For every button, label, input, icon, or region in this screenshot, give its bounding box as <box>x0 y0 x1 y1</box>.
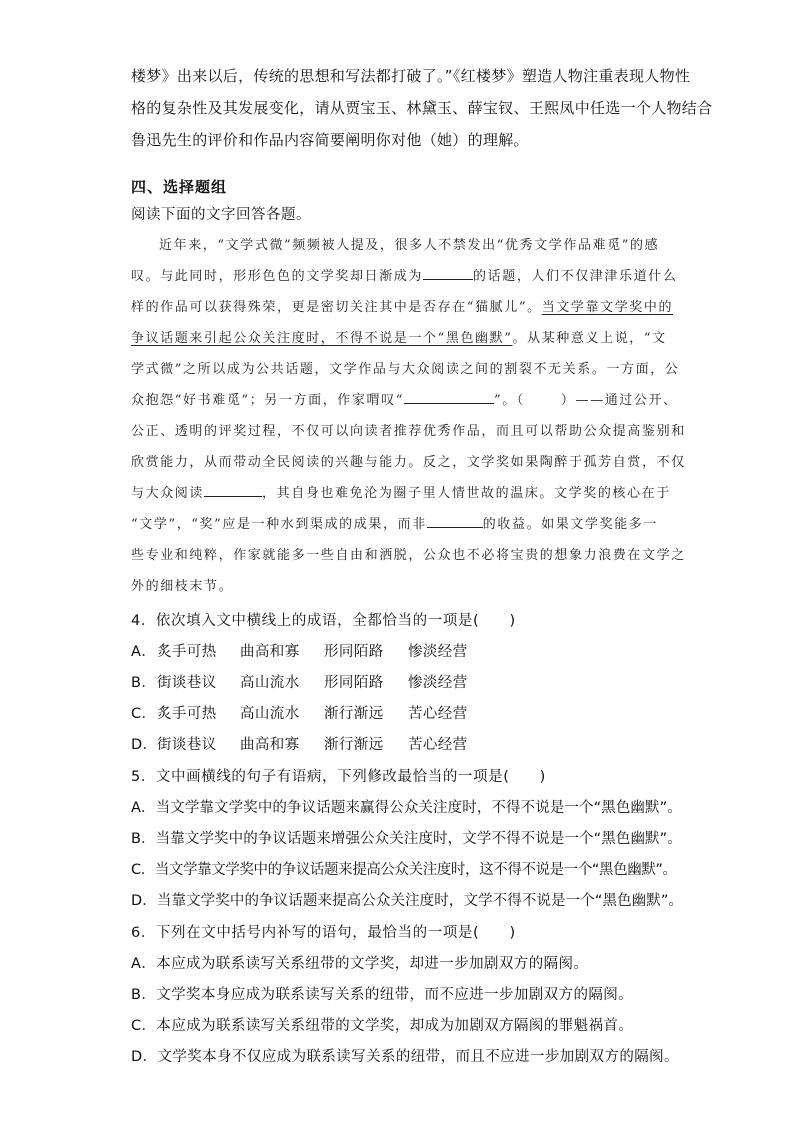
fill-blank-4 <box>427 515 483 528</box>
question-4-option-d[interactable] <box>131 733 468 754</box>
intro-line-1: 楼梦》出来以后，传统的思想和写法都打破了。”《红楼梦》塑造人物注重表现人物性 <box>131 67 691 85</box>
underlined-sentence: 当文学靠文学奖中的 <box>541 300 674 315</box>
section-heading: 四、选择题组 <box>131 178 228 196</box>
passage-line-10 <box>131 515 658 535</box>
question-5-option-b[interactable]: B．当靠文学奖中的争议话题来增强公众关注度时，文学不得不说是一个“黑色幽默”。 <box>131 831 682 847</box>
option-idiom: 惨淡经营 <box>408 675 468 691</box>
option-idiom: 高山流水 <box>240 706 300 722</box>
passage-line-7: 公正、透明的评奖过程，不仅可以向读者推荐优秀作品，而且可以帮助公众提高鉴别和 <box>131 424 686 439</box>
option-idiom: 炙手可热 <box>157 644 217 660</box>
intro-line-2: 格的复杂性及其发展变化，请从贾宝玉、林黛玉、薛宝钗、王熙凤中任选一个人物结合 <box>131 99 713 117</box>
passage-line-5: 学式微”之所以成为公共话题，文学作品与大众阅读之间的割裂不无关系。一方面，公 <box>131 362 680 377</box>
underlined-sentence: 争议话题来引起公众关注度时，不得不说是一个“黑色幽默” <box>131 331 513 346</box>
passage-text: “文学”，“奖”应是一种水到渠成的成果，而非 <box>131 517 427 532</box>
passage-text: 样的作品可以获得殊荣，更是密切关注其中是否存在“猫腻儿”。 <box>131 300 542 315</box>
section-instruction: 阅读下面的文字回答各题。 <box>131 207 311 223</box>
option-idiom: 渐行渐远 <box>324 706 384 722</box>
passage-line-9 <box>131 484 671 504</box>
passage-line-6 <box>131 391 678 411</box>
question-4-stem: 4．依次填入文中横线上的成语，全都恰当的一项是( ) <box>131 613 516 629</box>
fill-blank-3 <box>204 484 262 497</box>
passage-text: ”。（ <box>493 393 525 408</box>
question-4-option-c[interactable] <box>131 702 468 723</box>
option-letter: D． <box>131 737 158 753</box>
question-5-stem: 5．文中画横线的句子有语病，下列修改最恰当的一项是( ) <box>131 769 546 785</box>
fill-blank-1 <box>423 267 473 280</box>
passage-text: 的收益。如果文学奖能多一 <box>482 517 658 532</box>
passage-text: ，其自身也难免沦为圈子里人情世故的温床。文学奖的核心在于 <box>262 486 671 501</box>
option-idiom: 惨淡经营 <box>408 644 468 660</box>
option-letter: B． <box>131 675 157 691</box>
option-idiom: 苦心经营 <box>408 737 468 753</box>
passage-text: 众抱怨“好书难觅”；另一方面，作家喟叹“ <box>131 393 404 408</box>
option-idiom: 苦心经营 <box>408 706 468 722</box>
passage-line-4 <box>131 329 667 349</box>
passage-text: 的话题，人们不仅津津乐道什么 <box>473 269 678 284</box>
passage-line-2 <box>131 267 677 287</box>
option-idiom: 渐行渐远 <box>324 737 384 753</box>
question-4-option-b[interactable] <box>131 671 468 692</box>
option-letter: C． <box>131 706 157 722</box>
question-5-option-d[interactable]: D．当靠文学奖中的争议话题来提高公众关注度时，文学不得不说是一个“黑色幽默”。 <box>131 893 684 909</box>
option-idiom: 形同陌路 <box>324 644 384 660</box>
passage-line-3 <box>131 298 673 318</box>
option-letter: A． <box>131 644 157 660</box>
passage-line-11: 些专业和纯粹，作家就能多一些自由和洒脱，公众也不必将宝贵的想象力浪费在文学之 <box>131 548 686 563</box>
passage-text: 。从某种意义上说，“文 <box>512 331 667 346</box>
option-idiom: 曲高和寡 <box>240 737 300 753</box>
passage-line-8: 欣赏能力，从而带动全民阅读的兴趣与能力。反之，文学奖如果陶醉于孤芳自赏，不仅 <box>131 455 686 470</box>
question-6-option-d[interactable]: D．文学奖本身不仅应成为联系读写关系的纽带，而且不应进一步加剧双方的隔阂。 <box>131 1049 679 1065</box>
option-idiom: 曲高和寡 <box>240 644 300 660</box>
option-idiom: 街谈巷议 <box>157 737 217 753</box>
option-idiom: 街谈巷议 <box>157 675 217 691</box>
fill-blank-2 <box>404 391 494 404</box>
option-idiom: 炙手可热 <box>157 706 217 722</box>
passage-text: 叹。与此同时，形形色色的文学奖却日渐成为 <box>131 269 424 284</box>
passage-text: ）——通过公开、 <box>560 393 678 408</box>
question-6-option-c[interactable]: C．本应成为联系读写关系纽带的文学奖，却成为加剧双方隔阂的罪魁祸首。 <box>131 1018 634 1034</box>
option-idiom: 高山流水 <box>240 675 300 691</box>
passage-text: 与大众阅读 <box>131 486 205 501</box>
question-5-option-c[interactable]: C．当文学靠文学奖中的争议话题来提高公众关注度时，这不得不说是一个“黑色幽默”。 <box>131 862 677 878</box>
passage-line-12: 外的细枝末节。 <box>131 579 234 594</box>
option-idiom: 形同陌路 <box>324 675 384 691</box>
question-4-option-a[interactable] <box>131 640 468 661</box>
question-6-option-b[interactable]: B．文学奖本身应成为联系读写关系的纽带，而不应进一步加剧双方的隔阂。 <box>131 987 634 1003</box>
question-5-option-a[interactable]: A．当文学靠文学奖中的争议话题来赢得公众关注度时，不得不说是一个“黑色幽默”。 <box>131 800 682 816</box>
passage-line-1: 近年来，“文学式微”频频被人提及，很多人不禁发出“优秀文学作品难觅”的感 <box>159 238 660 253</box>
question-6-stem: 6．下列在文中括号内补写的语句，最恰当的一项是( ) <box>131 925 516 941</box>
intro-line-3: 鲁迅先生的评价和作品内容简要阐明你对他（她）的理解。 <box>131 131 529 149</box>
question-6-option-a[interactable]: A．本应成为联系读写关系纽带的文学奖，却进一步加剧双方的隔阂。 <box>131 956 589 972</box>
